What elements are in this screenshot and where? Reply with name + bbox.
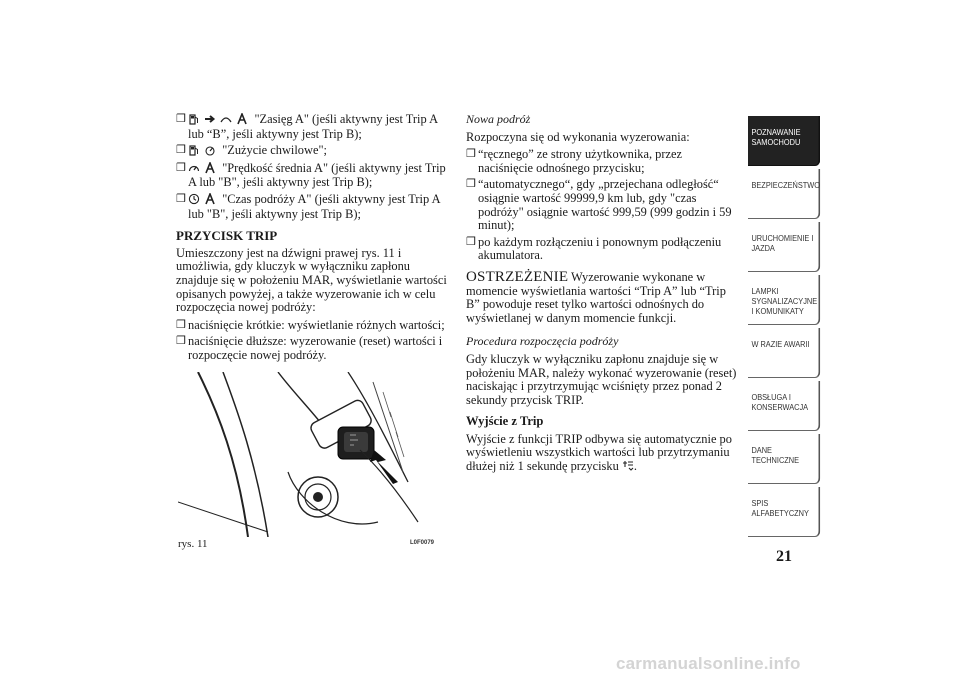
list-item: [466, 148, 738, 175]
bullet-checkbox-icon: ❒: [466, 235, 476, 248]
list-item-text: “ręcznego” ze strony użytkownika, przez naciśnięcie odnośnego przycisku;: [478, 147, 682, 175]
left-column: [176, 113, 454, 366]
list-item: [176, 144, 454, 159]
procedure-text: Gdy kluczyk w wyłączniku zapłonu znajduje się w położeniu MAR, należy wykonać wyzerowanie (reset) naciskając i przytrzymując wciśnięty przez ponad 2 sekundy przycisk TRIP.: [466, 351, 737, 407]
chapter-tabs-sidebar: [748, 116, 820, 540]
tab-lampki-sygnalizacyjne[interactable]: LAMPKI SYGNALIZACYJNE I KOMUNIKATY: [748, 275, 820, 325]
exit-text-before: Wyjście z funkcji TRIP odbywa się automatycznie po wyświetleniu wszystkich wartości lub przytrzymaniu dłużej niż 1 sekundę przycisku: [466, 431, 732, 474]
speedometer-icon: [188, 162, 200, 174]
figure-steering-lever-illustration: [178, 372, 448, 537]
page-number: 21: [776, 548, 792, 565]
list-item-text: naciśnięcie dłuższe: wyzerowanie (reset) wartości i rozpoczęcie nowej podróży.: [188, 334, 443, 362]
figure-caption: rys. 11: [178, 538, 208, 550]
warning-text: Wyzerowanie wykonane w momencie wyświetlania wartości “Trip A” lub “Trip B” powoduje reset tylko wartości odnośnych do wyświetlanej w danym momencie funkcji.: [466, 269, 726, 325]
warning-block: [466, 268, 738, 325]
warning-title: OSTRZEŻENIE: [466, 268, 569, 285]
fuel-pump-icon: [188, 144, 200, 156]
letter-a-icon: [204, 193, 216, 205]
right-column: [466, 113, 738, 478]
bullet-checkbox-icon: ❒: [176, 335, 186, 348]
tab-w-razie-awarii[interactable]: W RAZIE AWARII: [748, 328, 820, 378]
letter-a-icon: [204, 162, 216, 174]
tab-dane-techniczne[interactable]: DANE TECHNICZNE: [748, 434, 820, 484]
tab-bezpieczenstwo[interactable]: BEZPIECZEŃSTWO: [748, 169, 820, 219]
list-item-text: po każdym rozłączeniu i ponownym podłączeniu akumulatora.: [478, 234, 722, 263]
exit-trip-heading: Wyjście z Trip: [466, 414, 544, 429]
list-item-text: naciśnięcie krótkie: wyświetlanie różnych wartości;: [188, 317, 445, 332]
list-item: [176, 193, 454, 221]
bullet-checkbox-icon: ❒: [466, 178, 476, 191]
list-item-text: "Zużycie chwilowe";: [222, 143, 327, 158]
list-item: [176, 335, 454, 362]
list-item-text: "Czas podróży A" (jeśli aktywny jest Trip A lub "B", jeśli aktywny jest Trip B);: [188, 191, 440, 221]
list-item: [176, 113, 454, 141]
bullet-checkbox-icon: ❒: [176, 161, 186, 174]
bullet-checkbox-icon: ❒: [176, 113, 186, 125]
gauge-icon: [204, 144, 216, 156]
section-heading-trip-button: PRZYCISK TRIP: [176, 228, 278, 244]
trip-button-paragraph: Umieszczony jest na dźwigni prawej rys. 11 i umożliwia, gdy kluczyk w wyłączniku zapłonu znajduje się w położeniu MAR, wyświetlanie wartości opisanych powyżej, a także wyzerowanie ich w celu rozpoczęcia nowej podróży:: [176, 245, 447, 315]
bullet-checkbox-icon: ❒: [176, 144, 186, 157]
new-trip-heading: Nowa podróż: [466, 112, 531, 126]
fuel-pump-icon: [188, 113, 200, 125]
list-item-text: "Prędkość średnia A" (jeśli aktywny jest Trip A lub "B", jeśli aktywny jest Trip B);: [188, 160, 446, 190]
road-icon: [220, 113, 232, 125]
tab-uruchomienie-i-jazda[interactable]: URUCHOMIENIE I JAZDA: [748, 222, 820, 272]
watermark: carmanualsonline.info: [616, 654, 801, 673]
figure-code: L0F0079: [410, 540, 435, 546]
letter-a-icon: [236, 113, 248, 125]
list-item: [176, 162, 454, 190]
tab-obsluga-i-konserwacja[interactable]: OBSŁUGA I KONSERWACJA: [748, 381, 820, 431]
list-item-text: "Zasięg A" (jeśli aktywny jest Trip A lub “B”, jeśli aktywny jest Trip B);: [188, 112, 438, 141]
trip-button-icon: [622, 460, 634, 471]
new-trip-intro: Rozpoczyna się od wykonania wyzerowania:: [466, 129, 690, 144]
clock-icon: [188, 193, 200, 205]
tab-poznawanie-samochodu[interactable]: POZNAWANIE SAMOCHODU: [748, 116, 820, 166]
exit-trip-text: [466, 433, 738, 474]
procedure-heading: Procedura rozpoczęcia podróży: [466, 334, 619, 349]
list-item: [466, 236, 738, 263]
arrow-right-icon: [204, 113, 216, 125]
list-item: [466, 178, 738, 232]
list-item: [176, 319, 454, 333]
exit-text-after: .: [633, 459, 637, 474]
bullet-checkbox-icon: ❒: [176, 192, 186, 205]
bullet-checkbox-icon: ❒: [466, 148, 476, 161]
list-item-text: “automatycznego“, gdy „przejechana odległość“ osiągnie wartość 99999,9 km lub, gdy "czas podróży" osiągnie wartość 999,59 (999 godzin i 59 minut);: [478, 177, 732, 233]
bullet-checkbox-icon: ❒: [176, 318, 186, 331]
trip-values-list: [176, 113, 454, 221]
tab-spis-alfabetyczny[interactable]: SPIS ALFABETYCZNY: [748, 487, 820, 537]
